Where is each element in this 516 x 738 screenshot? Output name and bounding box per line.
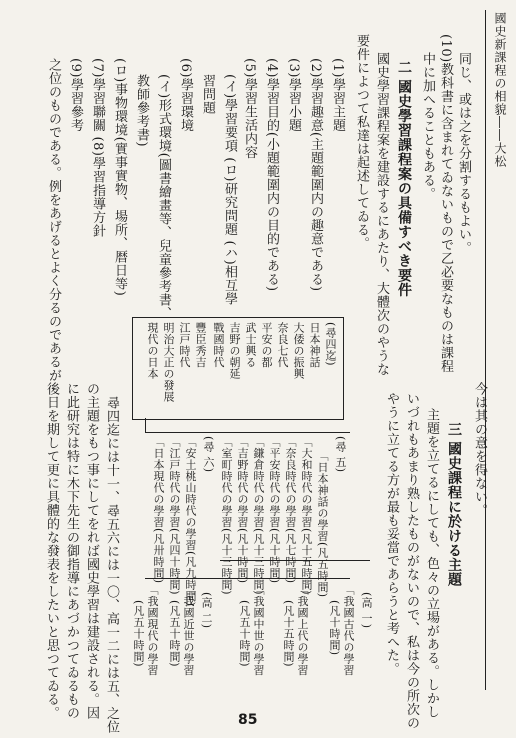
- text-line: 國史學習課程案を建設するにあたり、大體次のやうな: [374, 52, 389, 376]
- study-unit: 「安土桃山時代の學習(凡九時間): [184, 436, 197, 607]
- list-item: (9)學習參考: [68, 58, 83, 132]
- topic-item: 豐臣秀吉: [194, 322, 207, 368]
- text-line: 今は其の意を得ない。: [472, 382, 487, 517]
- diagram-label: (尋四迄): [324, 322, 337, 367]
- header-rule: [485, 10, 486, 690]
- study-unit: 「我國中世の學習: [252, 584, 265, 676]
- study-unit: 「日本現代の學習(凡卅時間): [152, 436, 165, 584]
- text-line: いづれもあまり熟したものがないので、私は今の所次の: [404, 392, 419, 730]
- list-item: (5)學習生活内容: [242, 58, 257, 159]
- list-item: (イ)學習要項 (ロ)研究問題 (ハ)相互學: [222, 74, 237, 306]
- list-item-10: (10)教科書に含まれてゐないもので乙必要なものは課程: [438, 34, 453, 374]
- group-label: (尋 五): [334, 436, 347, 473]
- study-unit-hours: (凡十時間): [328, 600, 341, 656]
- topic-item: 現代の日本: [146, 322, 159, 380]
- section-heading-3: 三 國史課程に於ける主題: [446, 422, 462, 587]
- list-item: (2)學習趣意(主題範圍内の趣意である): [308, 58, 323, 292]
- list-item: (4)學習目的(小題範圍内の目的である): [264, 58, 279, 292]
- list-item: 教師參考書): [134, 74, 149, 148]
- text-line: 要件によつて私達は起述してゐる。: [354, 34, 369, 250]
- section-heading-2: 二 國史學習課程案の具備すべき要件: [396, 60, 412, 298]
- list-item: 習問題: [200, 74, 215, 115]
- topic-item: 奈良七代: [276, 322, 289, 368]
- list-item: (7)學習聯關 (8)學習指導方針: [90, 58, 105, 238]
- topic-item: 大倭の振興: [292, 322, 305, 380]
- running-header: 國史新課程の相貌――大松: [493, 12, 507, 168]
- page-number: 85: [238, 712, 258, 728]
- list-item: (3)學習小題: [286, 58, 301, 132]
- study-unit: 「江戸時代の學習(凡四十時間): [168, 436, 181, 596]
- study-unit: 「我國上代の學習: [296, 584, 309, 676]
- topic-item: 平安の都: [260, 322, 273, 368]
- study-unit: 「鎌倉時代の學習(凡十三時間): [252, 436, 265, 596]
- text-line: 主題を立てるにしても、色々の立場がある。しかし: [424, 408, 439, 719]
- list-item: (6)學習環境: [178, 58, 193, 132]
- list-item: (イ)形式環境(圖書繪畫等、兒童參考書、: [156, 74, 171, 321]
- connector-line: [145, 432, 350, 433]
- connector-line: [145, 418, 146, 433]
- group-label: (高 一): [360, 592, 373, 629]
- topic-item: 明治大正の發展: [162, 322, 175, 403]
- study-unit: 「吉野時代の學習(凡十時間): [236, 436, 249, 584]
- study-unit: 「奈良時代の學習(凡七時間): [284, 436, 297, 584]
- study-unit: 「大和時代の學習(凡十五時間): [300, 436, 313, 596]
- text-line: 尋四迄には十一、尋五六には一〇、高一二には五、之位: [104, 396, 119, 734]
- study-unit: 「我國近世の學習: [182, 584, 195, 676]
- text-line: 後日を期して更に具體的な發表をしたいと思つてゐる。: [44, 382, 59, 720]
- list-item: (ロ)事物環境(實事實物、場所、暦日等): [112, 58, 127, 297]
- text-line: の主題をもつ事にしてをれば國史學習は建設される。因: [84, 382, 99, 720]
- text-line: 同じ、或は之を分割するもよい。: [456, 52, 471, 255]
- group-label: (高 二): [200, 592, 213, 629]
- study-unit: 「我國現代の學習: [146, 584, 159, 676]
- study-unit-hours: (凡十五時間): [282, 600, 295, 668]
- study-unit: 「室町時代の學習(凡十三時間): [220, 436, 233, 596]
- study-unit-hours: (凡五十時間): [238, 600, 251, 668]
- study-unit: 「日本神話の學習(凡五時間): [316, 450, 329, 598]
- study-unit: 「平安時代の學習(凡十時間): [268, 436, 281, 584]
- topic-item: 戰國時代: [212, 322, 225, 368]
- text-line: やうに立てる方が最も妥當であらうと考へた。: [384, 392, 399, 676]
- topic-item: 武士興る: [244, 322, 257, 368]
- topic-item: 江戸時代: [178, 322, 191, 368]
- text-line: 之位のものである。例をあげるとよく分るのであるが: [46, 58, 61, 382]
- group-label: (尋 六): [202, 436, 215, 473]
- topic-item: 日本神話: [308, 322, 321, 368]
- list-item: (1)學習主題: [330, 58, 345, 132]
- study-unit-hours: (凡五十時間): [132, 600, 145, 668]
- text-line: 中に加へることもある。: [420, 52, 435, 201]
- study-unit-hours: (凡五十時間): [168, 600, 181, 668]
- text-line: に此研究は特に木下先生の御指導にあづかつてゐるもの: [64, 382, 79, 720]
- topic-item: 吉野の朝延: [228, 322, 241, 380]
- study-unit: 「我國古代の學習: [342, 584, 355, 676]
